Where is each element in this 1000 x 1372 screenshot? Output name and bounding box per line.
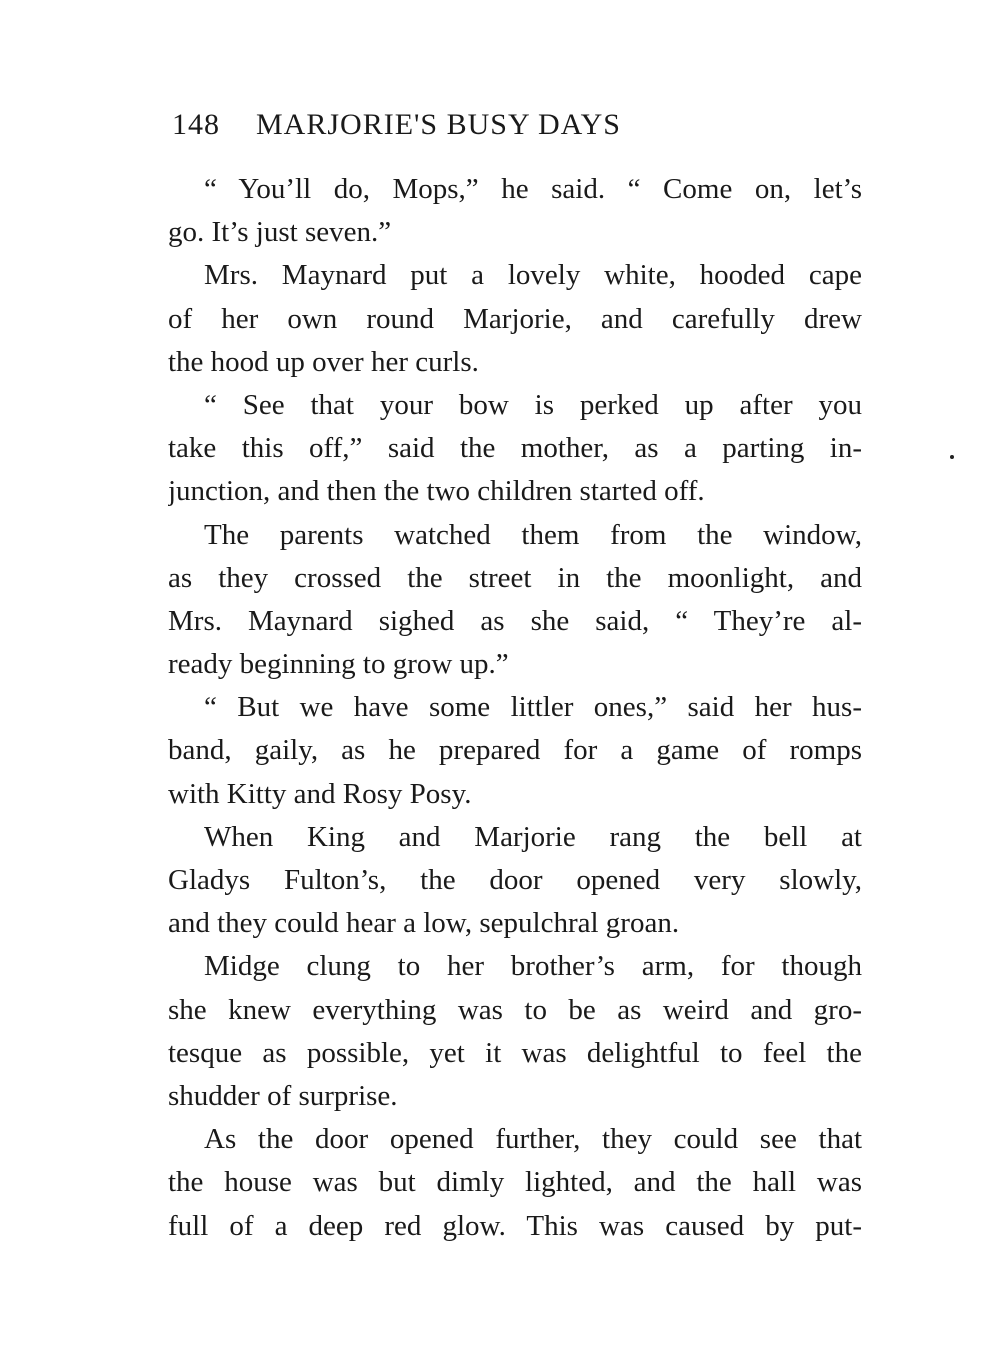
text-line: Gladys Fulton’s, the door opened very slowly,: [168, 864, 862, 896]
text-line: tesque as possible, yet it was delightful to feel the: [168, 1036, 862, 1069]
running-title: MARJORIE'S BUSY DAYS: [256, 108, 621, 141]
text-line: When King and Marjorie rang the bell at: [204, 820, 862, 853]
text-line: “ You’ll do, Mops,” he said. “ Come on, let’s: [204, 173, 862, 205]
text-line: and they could hear a low, sepulchral groan.: [168, 907, 680, 940]
text-line: Mrs. Maynard put a lovely white, hooded cape: [204, 259, 862, 292]
text-line: shudder of surprise.: [168, 1079, 398, 1112]
text-line: “ See that your bow is perked up after you: [204, 388, 862, 421]
text-line: ready beginning to grow up.”: [168, 648, 509, 681]
text-line: full of a deep red glow. This was caused by put-: [168, 1209, 862, 1242]
text-line: band, gaily, as he prepared for a game of romps: [168, 734, 862, 767]
text-line: of her own round Marjorie, and carefully drew: [168, 302, 862, 335]
text-line: Midge clung to her brother’s arm, for though: [204, 950, 862, 983]
text-line: the hood up over her curls.: [168, 345, 479, 378]
text-line: with Kitty and Rosy Posy.: [168, 777, 472, 810]
text-line: she knew everything was to be as weird and gro-: [168, 993, 862, 1026]
text-line: as they crossed the street in the moonlight, and: [168, 561, 862, 594]
text-line: the house was but dimly lighted, and the hall was: [168, 1166, 862, 1199]
scan-speck: [950, 455, 954, 459]
text-line: The parents watched them from the window,: [204, 518, 862, 551]
text-line: As the door opened further, they could see that: [204, 1123, 862, 1156]
text-line: Mrs. Maynard sighed as she said, “ They’re al-: [168, 604, 862, 637]
text-line: take this off,” said the mother, as a parting in-: [168, 432, 862, 465]
body-text: [168, 168, 862, 1248]
text-line: “ But we have some littler ones,” said her hus-: [204, 691, 862, 724]
page-number: 148: [172, 108, 220, 141]
text-line: junction, and then the two children started off.: [168, 475, 705, 508]
page-header: [172, 108, 862, 142]
text-line: go. It’s just seven.”: [168, 216, 392, 249]
